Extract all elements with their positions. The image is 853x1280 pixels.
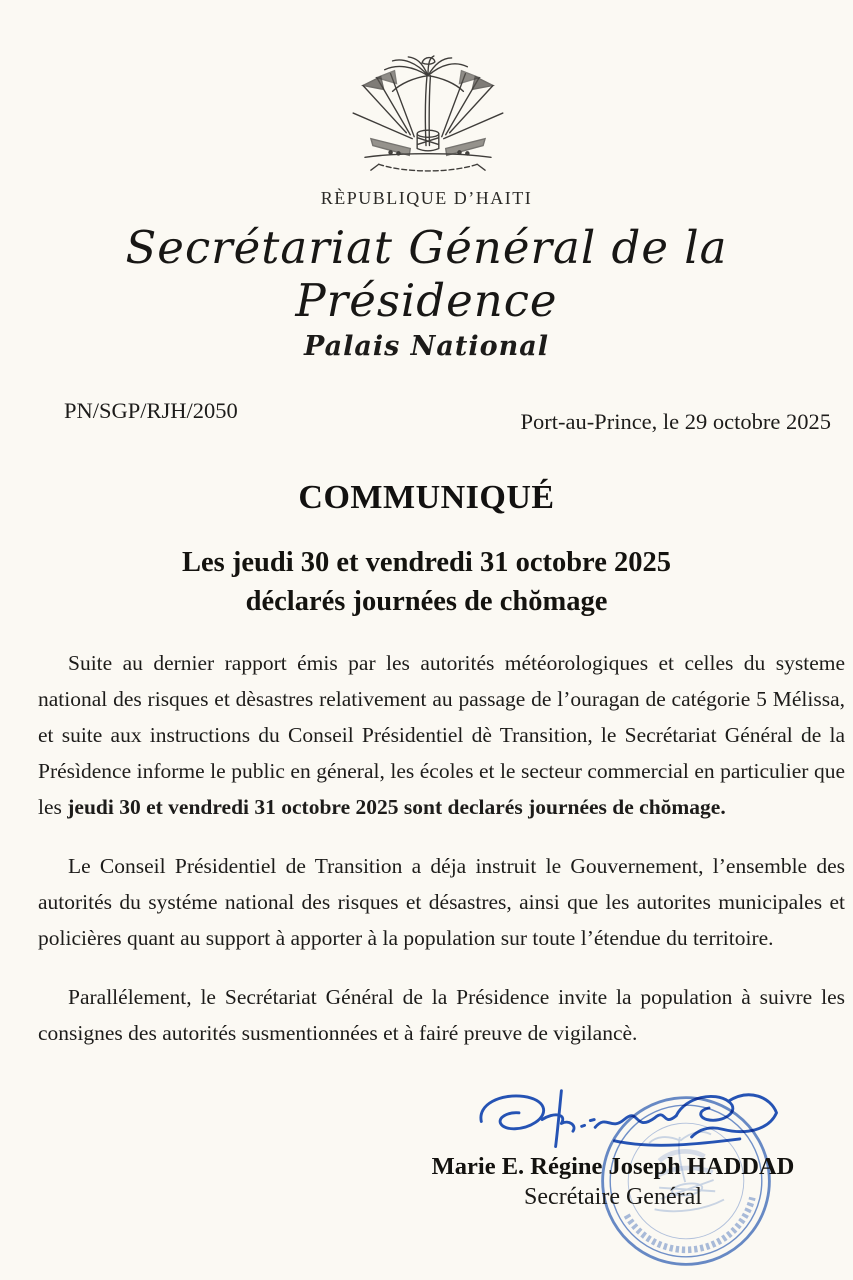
signatory-role: Secrétaire Genéral bbox=[524, 1184, 702, 1210]
reference-number: PN/SGP/RJH/2050 bbox=[64, 398, 238, 423]
document-body bbox=[0, 645, 853, 1051]
subtitle-line-1: Les jeudi 30 et vendredi 31 octobre 2025 bbox=[182, 547, 671, 578]
office-title: Secrétariat Général de la Présidence bbox=[125, 221, 728, 327]
letterhead bbox=[0, 0, 853, 362]
document-title: COMMUNIQUÉ bbox=[298, 479, 555, 516]
dateline: Port-au-Prince, le 29 octobre 2025 bbox=[520, 409, 831, 434]
palace-subtitle: Palais National bbox=[304, 331, 549, 362]
signature-block bbox=[0, 1077, 853, 1280]
paragraph-2: Le Conseil Présidentiel de Transition a déja instruit le Gouvernement, l’ensemble des autorités du systéme national des risques et désastres, ainsi que les autorites municipales et policières quant au support à apporter à la population sur toute l’étendue du territoire. bbox=[38, 854, 845, 950]
paragraph-1-text: Suite au dernier rapport émis par les autorités météorologiques et celles du systeme national des risques et dèsastres relativement au passage de l’ouragan de catégorie 5 Mélissa, et suite aux instructions du Conseil Présidentiel dè Transition, le Secrétariat Général de la Présìdence informe le public en géneral, les écoles et le secteur commercial en particulier que les bbox=[38, 651, 845, 819]
paragraph-3: Parallélement, le Secrétariat Général de la Présidence invite la population à suivre les consignes des autorités susmentionnées et à fairé preuve de vigilancè. bbox=[38, 985, 845, 1045]
document-subtitle bbox=[0, 543, 853, 621]
paragraph-1 bbox=[38, 645, 845, 825]
reference-row bbox=[0, 398, 853, 435]
paragraph-1-bold-phrase: jeudi 30 et vendredi 31 octobre 2025 sont declarés journées de chŏmage. bbox=[67, 795, 726, 819]
country-name: RÈPUBLIQUE D’HAITI bbox=[320, 188, 533, 208]
haiti-coat-of-arms-icon bbox=[343, 54, 511, 180]
signatory bbox=[403, 1153, 823, 1211]
signatory-name: Marie E. Régine Joseph HADDAD bbox=[431, 1153, 795, 1180]
subtitle-line-2: déclarés journées de chŏmage bbox=[245, 586, 608, 617]
